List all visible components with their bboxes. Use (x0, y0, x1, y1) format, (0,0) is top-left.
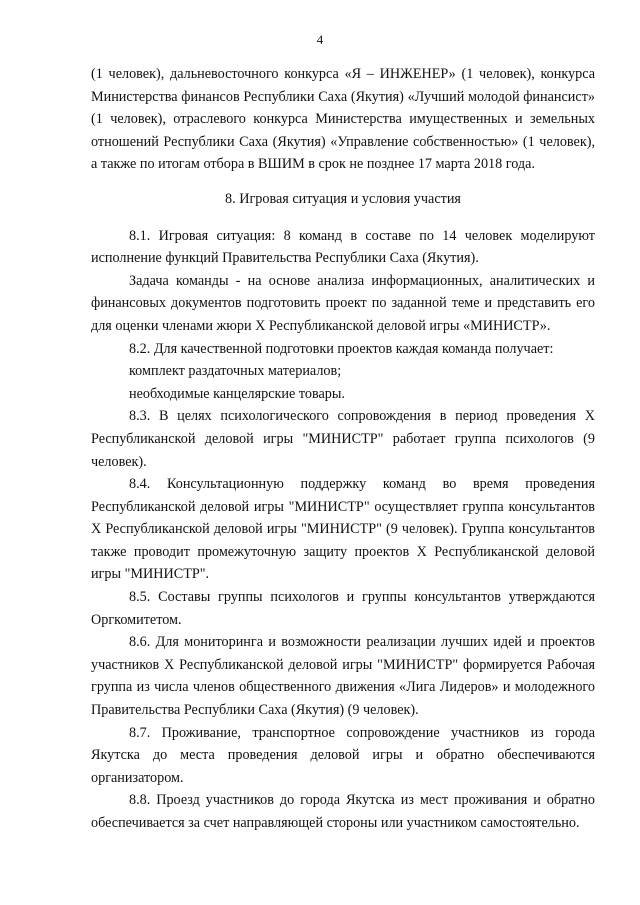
list-item-stationery: необходимые канцелярские товары. (129, 385, 345, 402)
paragraph-team-task: Задача команды - на основе анализа информационных, аналитических и финансовых документов подготовить проект по заданной теме и представить его для оценки членами жюри X Республиканской деловой игры «МИНИСТР». (91, 272, 595, 334)
document-body (91, 63, 595, 835)
paragraph-8-1: 8.1. Игровая ситуация: 8 команд в составе по 14 человек моделируют исполнение функций Правительства Республики Саха (Якутия). (91, 227, 595, 267)
list-item-handouts: комплект раздаточных материалов; (129, 363, 342, 380)
paragraph-8-5: 8.5. Составы группы психологов и группы консультантов утверждаются Оргкомитетом. (91, 589, 595, 628)
paragraph-8-2: 8.2. Для качественной подготовки проектов каждая команда получает: (129, 340, 554, 357)
paragraph-8-3: 8.3. В целях психологического сопровождения в период проведения X Республиканской деловой игры "МИНИСТР" работает группа психологов (9 человек). (91, 408, 595, 470)
paragraph-8-8: 8.8. Проезд участников до города Якутска из мест проживания и обратно обеспечивается за счет направляющей стороны или участником самостоятельно. (91, 792, 595, 831)
paragraph-8-4: 8.4. Консультационную поддержку команд во время проведения Республиканской деловой игры "МИНИСТР" осуществляет группа консультантов X Республиканской деловой игры "МИНИСТР" (9 человек). Группа консультантов также проводит промежуточную защиту проектов X Республиканской деловой игры "МИНИСТР". (91, 476, 595, 583)
page-number: 4 (316, 32, 324, 47)
paragraph-continuation: (1 человек), дальневосточного конкурса «Я – ИНЖЕНЕР» (1 человек), конкурса Министерства финансов Республики Саха (Якутия) «Лучший молодой финансист» (1 человек), отраслевого конкурса Министерства имущественных и земельных отношений Республики Саха (Якутия) «Управление собственностью» (1 человек), а также по итогам отбора в ВШИМ в срок не позднее 17 марта 2018 года. (91, 66, 595, 173)
section-heading: 8. Игровая ситуация и условия участия (225, 190, 461, 207)
paragraph-8-6: 8.6. Для мониторинга и возможности реализации лучших идей и проектов участников X Республиканской деловой игры "МИНИСТР" формируется Рабочая группа из числа членов общественного движения «Лига Лидеров» и молодежного Правительства Республики Саха (Якутия) (9 человек). (91, 634, 595, 719)
paragraph-8-7: 8.7. Проживание, транспортное сопровождение участников из города Якутска до места проведения деловой игры и обратно обеспечиваются организатором. (91, 724, 595, 786)
